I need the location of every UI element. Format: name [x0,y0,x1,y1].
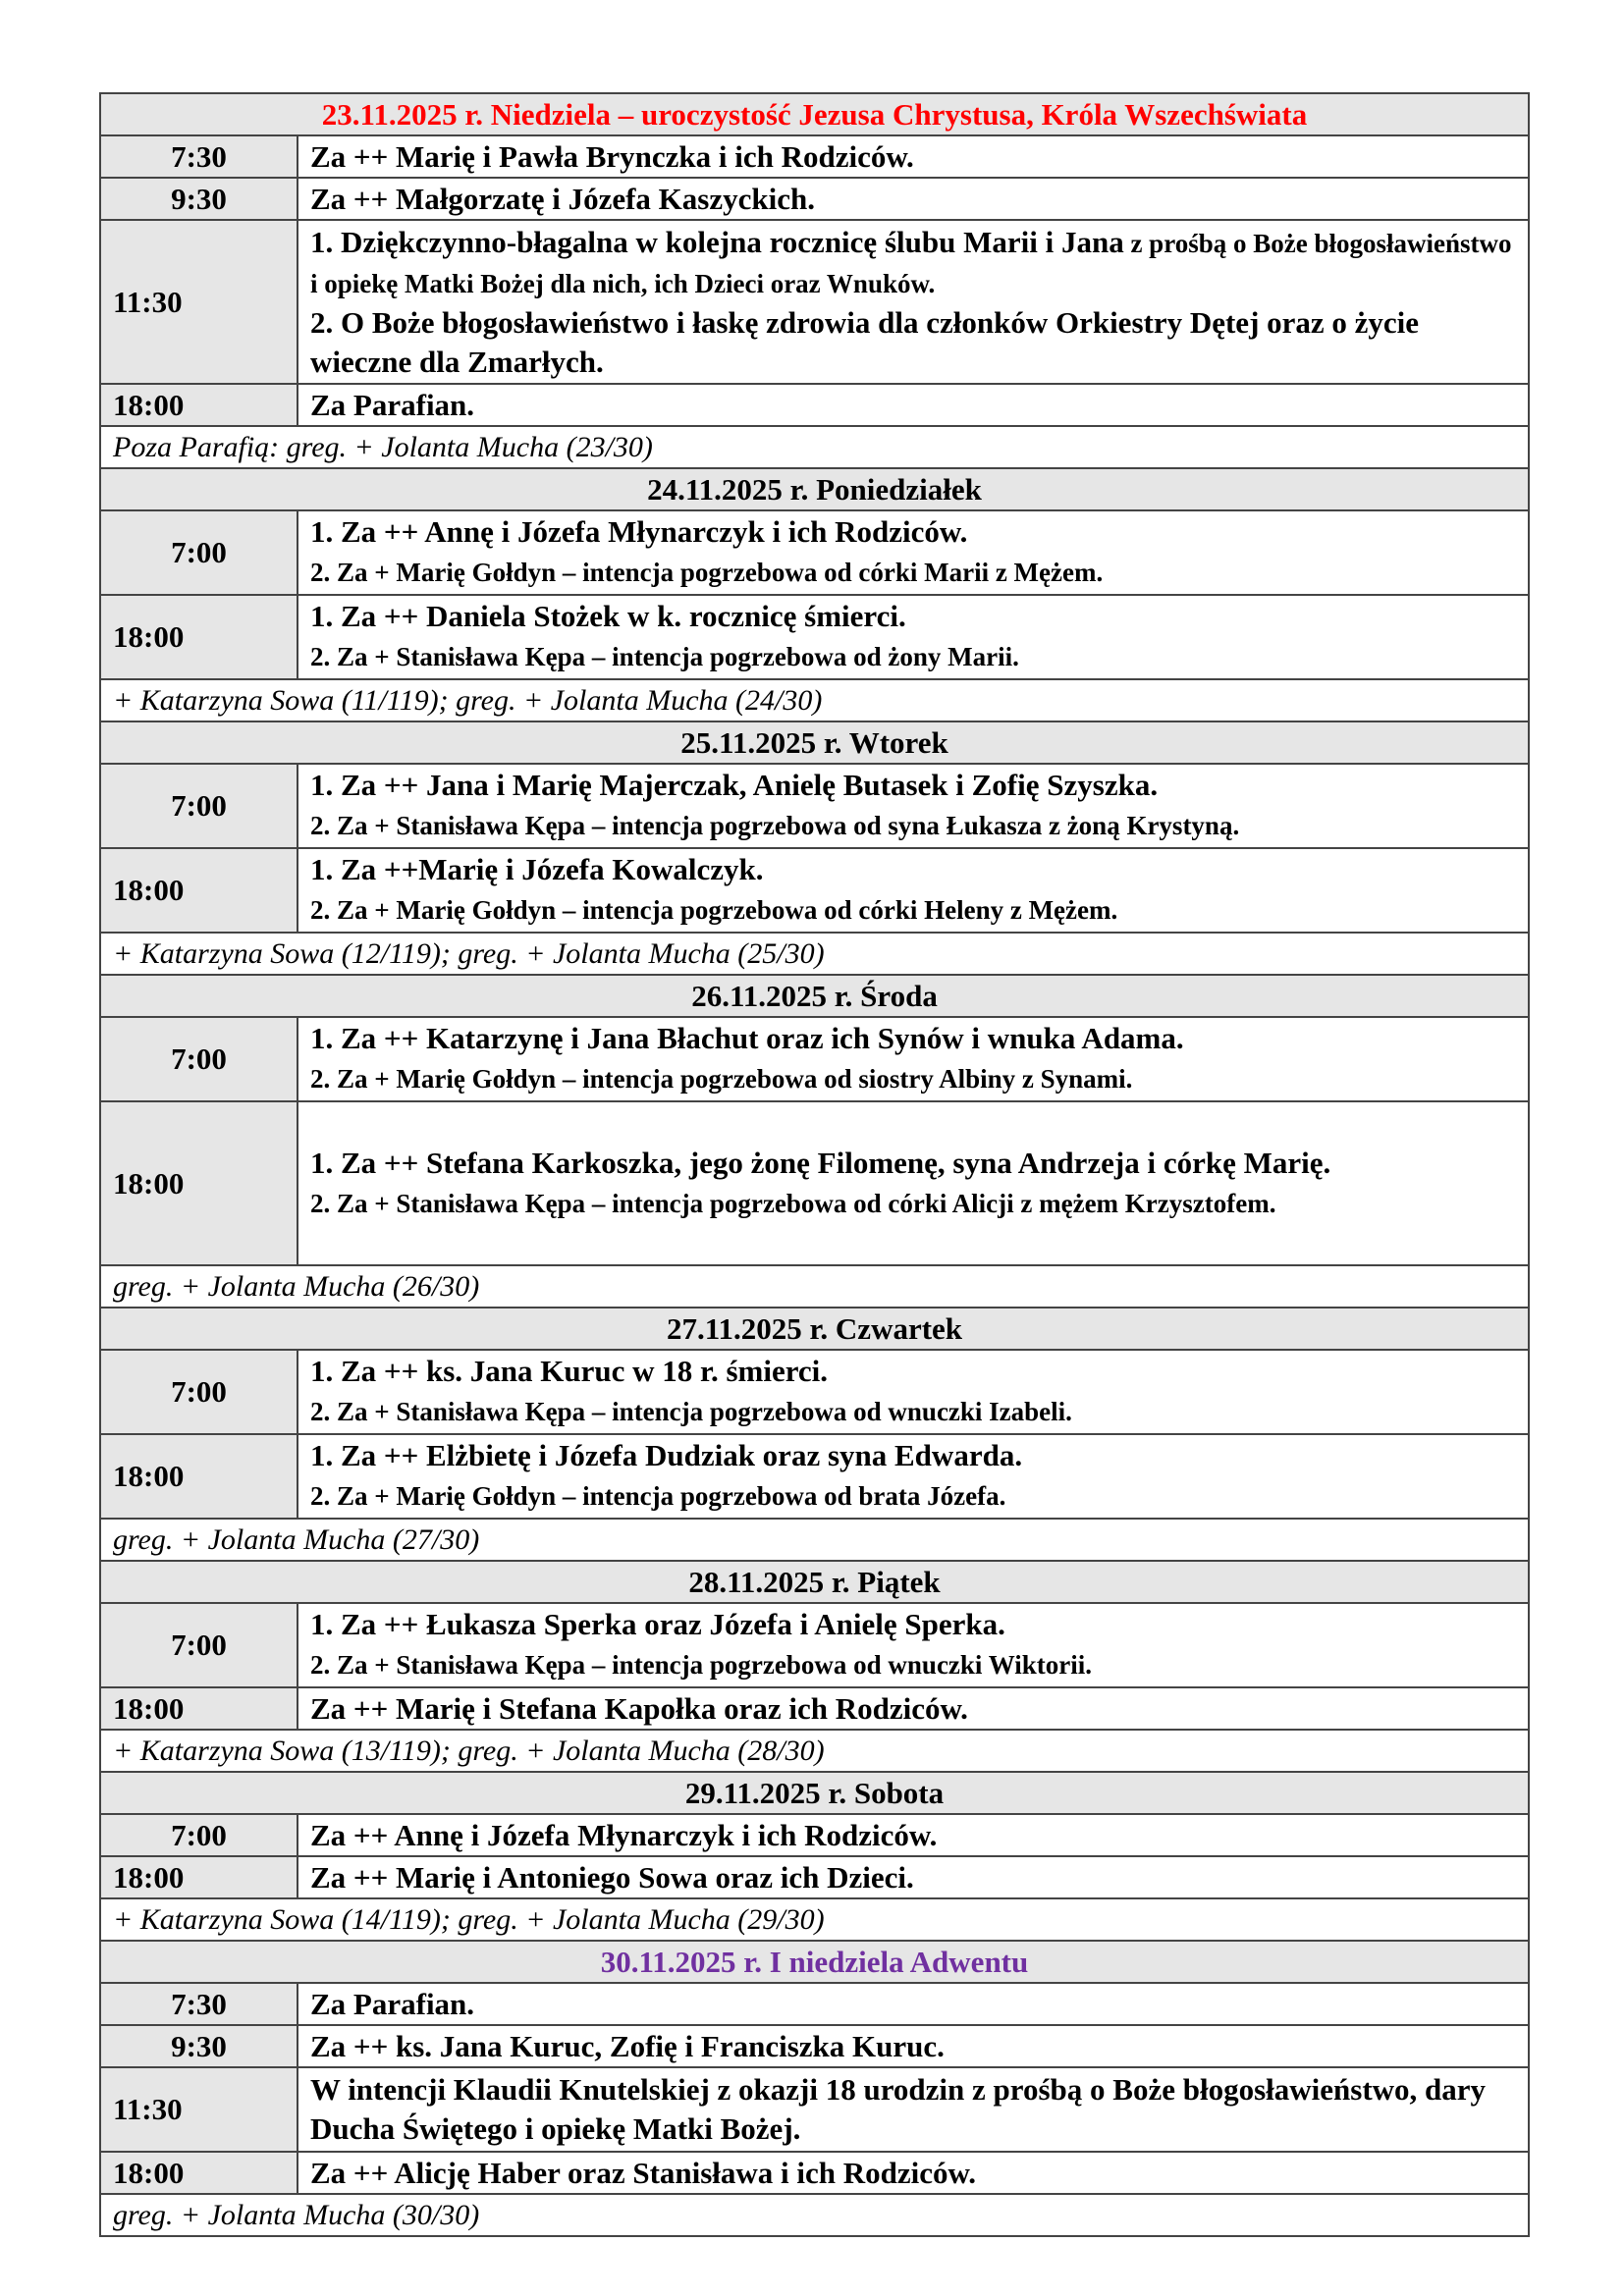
day-header: 30.11.2025 r. I niedziela Adwentu [100,1941,1529,1983]
intention-line: 1. Za ++ Annę i Józefa Młynarczyk i ich Rodziców. [310,514,968,549]
intention-line: 1. Za ++ Daniela Stożek w k. rocznicę śmierci. [310,599,906,633]
mass-intention [298,1983,1529,2025]
day-header-row [100,1308,1529,1350]
intention-line: Za Parafian. [310,1986,475,2021]
day-header-row [100,1561,1529,1603]
intention-line: 1. Za ++ Jana i Marię Majerczak, Anielę Butasek i Zofię Szyszka. [310,768,1159,802]
day-header: 23.11.2025 r. Niedziela – uroczystość Jezusa Chrystusa, Króla Wszechświata [100,93,1529,135]
mass-intention [298,135,1529,178]
mass-time: 7:30 [100,135,298,178]
intention-line: Za ++ Marię i Pawła Brynczka i ich Rodziców. [310,138,914,174]
day-header: 25.11.2025 r. Wtorek [100,721,1529,764]
intention-line: 1. Za ++ Katarzynę i Jana Błachut oraz ich Synów i wnuka Adama. [310,1021,1184,1055]
day-note: greg. + Jolanta Mucha (26/30) [100,1265,1529,1308]
mass-time: 7:30 [100,1983,298,2025]
mass-intention [298,1017,1529,1101]
mass-time: 18:00 [100,595,298,679]
intention-line: 2. Za + Stanisława Kępa – intencja pogrzebowa od wnuczki Wiktorii. [310,1650,1092,1680]
mass-intention [298,1350,1529,1434]
intention-line: 2. Za + Stanisława Kępa – intencja pogrzebowa od wnuczki Izabeli. [310,1397,1072,1426]
day-header-row [100,975,1529,1017]
mass-time: 7:00 [100,1603,298,1687]
day-header: 28.11.2025 r. Piątek [100,1561,1529,1603]
mass-intention [298,2025,1529,2067]
intention-line: 2. O Boże błogosławieństwo i łaskę zdrowia dla członków Orkiestry Dętej oraz o życie wieczne dla Zmarłych. [310,304,1420,379]
mass-intention [298,1603,1529,1687]
intention-line: 2. Za + Stanisława Kępa – intencja pogrzebowa od żony Marii. [310,642,1019,671]
mass-time: 11:30 [100,220,298,384]
mass-intention [298,2152,1529,2194]
mass-intention [298,1687,1529,1730]
mass-time: 18:00 [100,848,298,933]
mass-intentions-table [99,92,1530,2237]
day-header-row [100,93,1529,135]
day-note: + Katarzyna Sowa (11/119); greg. + Jolanta Mucha (24/30) [100,679,1529,721]
mass-intention [298,1434,1529,1519]
mass-intention [298,764,1529,848]
intention-line: 2. Za + Stanisława Kępa – intencja pogrzebowa od córki Alicji z mężem Krzysztofem. [310,1188,1276,1218]
mass-intention [298,178,1529,220]
mass-intention [298,220,1529,384]
intention-line: 2. Za + Stanisława Kępa – intencja pogrzebowa od syna Łukasza z żoną Krystyną. [310,811,1240,840]
intention-line: 1. Za ++ Łukasza Sperka oraz Józefa i Anielę Sperka. [310,1607,1005,1641]
intention-line: Za Parafian. [310,387,475,422]
intention-line: z prośbą o Boże błogosławieństwo i opiekę Matki Bożej dla nich, ich Dzieci oraz Wnuków. [310,228,1512,298]
intention-line: 2. Za + Marię Gołdyn – intencja pogrzebowa od córki Heleny z Mężem. [310,895,1118,925]
mass-intention [298,1856,1529,1898]
mass-time: 18:00 [100,384,298,426]
mass-intention [298,384,1529,426]
mass-intention [298,510,1529,595]
mass-time: 7:00 [100,1350,298,1434]
intention-line: 1. Za ++Marię i Józefa Kowalczyk. [310,852,764,886]
mass-time: 9:30 [100,2025,298,2067]
day-note: + Katarzyna Sowa (14/119); greg. + Jolanta Mucha (29/30) [100,1898,1529,1941]
day-header-row [100,1941,1529,1983]
mass-intention [298,595,1529,679]
intention-line: W intencji Klaudii Knutelskiej z okazji 18 urodzin z prośbą o Boże błogosławieństwo, dary Ducha Świętego i opiekę Matki Bożej. [310,2072,1487,2146]
intention-line: 1. Za ++ ks. Jana Kuruc w 18 r. śmierci. [310,1354,829,1388]
mass-intention [298,1101,1529,1265]
day-note: greg. + Jolanta Mucha (30/30) [100,2194,1529,2236]
intention-line: Za ++ Małgorzatę i Józefa Kaszyckich. [310,181,815,216]
intention-line: Za ++ ks. Jana Kuruc, Zofię i Franciszka Kuruc. [310,2028,945,2063]
day-note: greg. + Jolanta Mucha (27/30) [100,1519,1529,1561]
mass-intention [298,1814,1529,1856]
intention-line: Za ++ Marię i Stefana Kapołka oraz ich Rodziców. [310,1690,968,1726]
intention-line: 1. Za ++ Stefana Karkoszka, jego żonę Filomenę, syna Andrzeja i córkę Marię. [310,1145,1331,1180]
intention-line: Za ++ Marię i Antoniego Sowa oraz ich Dzieci. [310,1859,914,1895]
day-header: 26.11.2025 r. Środa [100,975,1529,1017]
intention-line: Za ++ Alicję Haber oraz Stanisława i ich Rodziców. [310,2155,976,2190]
day-header: 24.11.2025 r. Poniedziałek [100,468,1529,510]
mass-time: 11:30 [100,2067,298,2152]
day-header-row [100,1772,1529,1814]
day-header-row [100,721,1529,764]
mass-intention [298,2067,1529,2152]
day-header: 27.11.2025 r. Czwartek [100,1308,1529,1350]
mass-time: 9:30 [100,178,298,220]
day-note: + Katarzyna Sowa (13/119); greg. + Jolanta Mucha (28/30) [100,1730,1529,1772]
day-header: 29.11.2025 r. Sobota [100,1772,1529,1814]
mass-intention [298,848,1529,933]
mass-time: 7:00 [100,1814,298,1856]
mass-time: 7:00 [100,510,298,595]
day-note: + Katarzyna Sowa (12/119); greg. + Jolanta Mucha (25/30) [100,933,1529,975]
mass-time: 18:00 [100,1101,298,1265]
mass-time: 18:00 [100,1687,298,1730]
mass-time: 7:00 [100,1017,298,1101]
intention-line: 1. Dziękczynno-błagalna w kolejna rocznicę ślubu Marii i Jana [310,224,1124,259]
intention-line: Za ++ Annę i Józefa Młynarczyk i ich Rodziców. [310,1817,938,1852]
day-header-row [100,468,1529,510]
day-note: Poza Parafią: greg. + Jolanta Mucha (23/30) [100,426,1529,468]
mass-time: 18:00 [100,1856,298,1898]
intention-line: 1. Za ++ Elżbietę i Józefa Dudziak oraz syna Edwarda. [310,1438,1023,1472]
intention-line: 2. Za + Marię Gołdyn – intencja pogrzebowa od córki Marii z Mężem. [310,558,1104,587]
mass-time: 7:00 [100,764,298,848]
intention-line: 2. Za + Marię Gołdyn – intencja pogrzebowa od siostry Albiny z Synami. [310,1064,1133,1094]
mass-time: 18:00 [100,1434,298,1519]
intention-line: 2. Za + Marię Gołdyn – intencja pogrzebowa od brata Józefa. [310,1481,1006,1511]
mass-time: 18:00 [100,2152,298,2194]
